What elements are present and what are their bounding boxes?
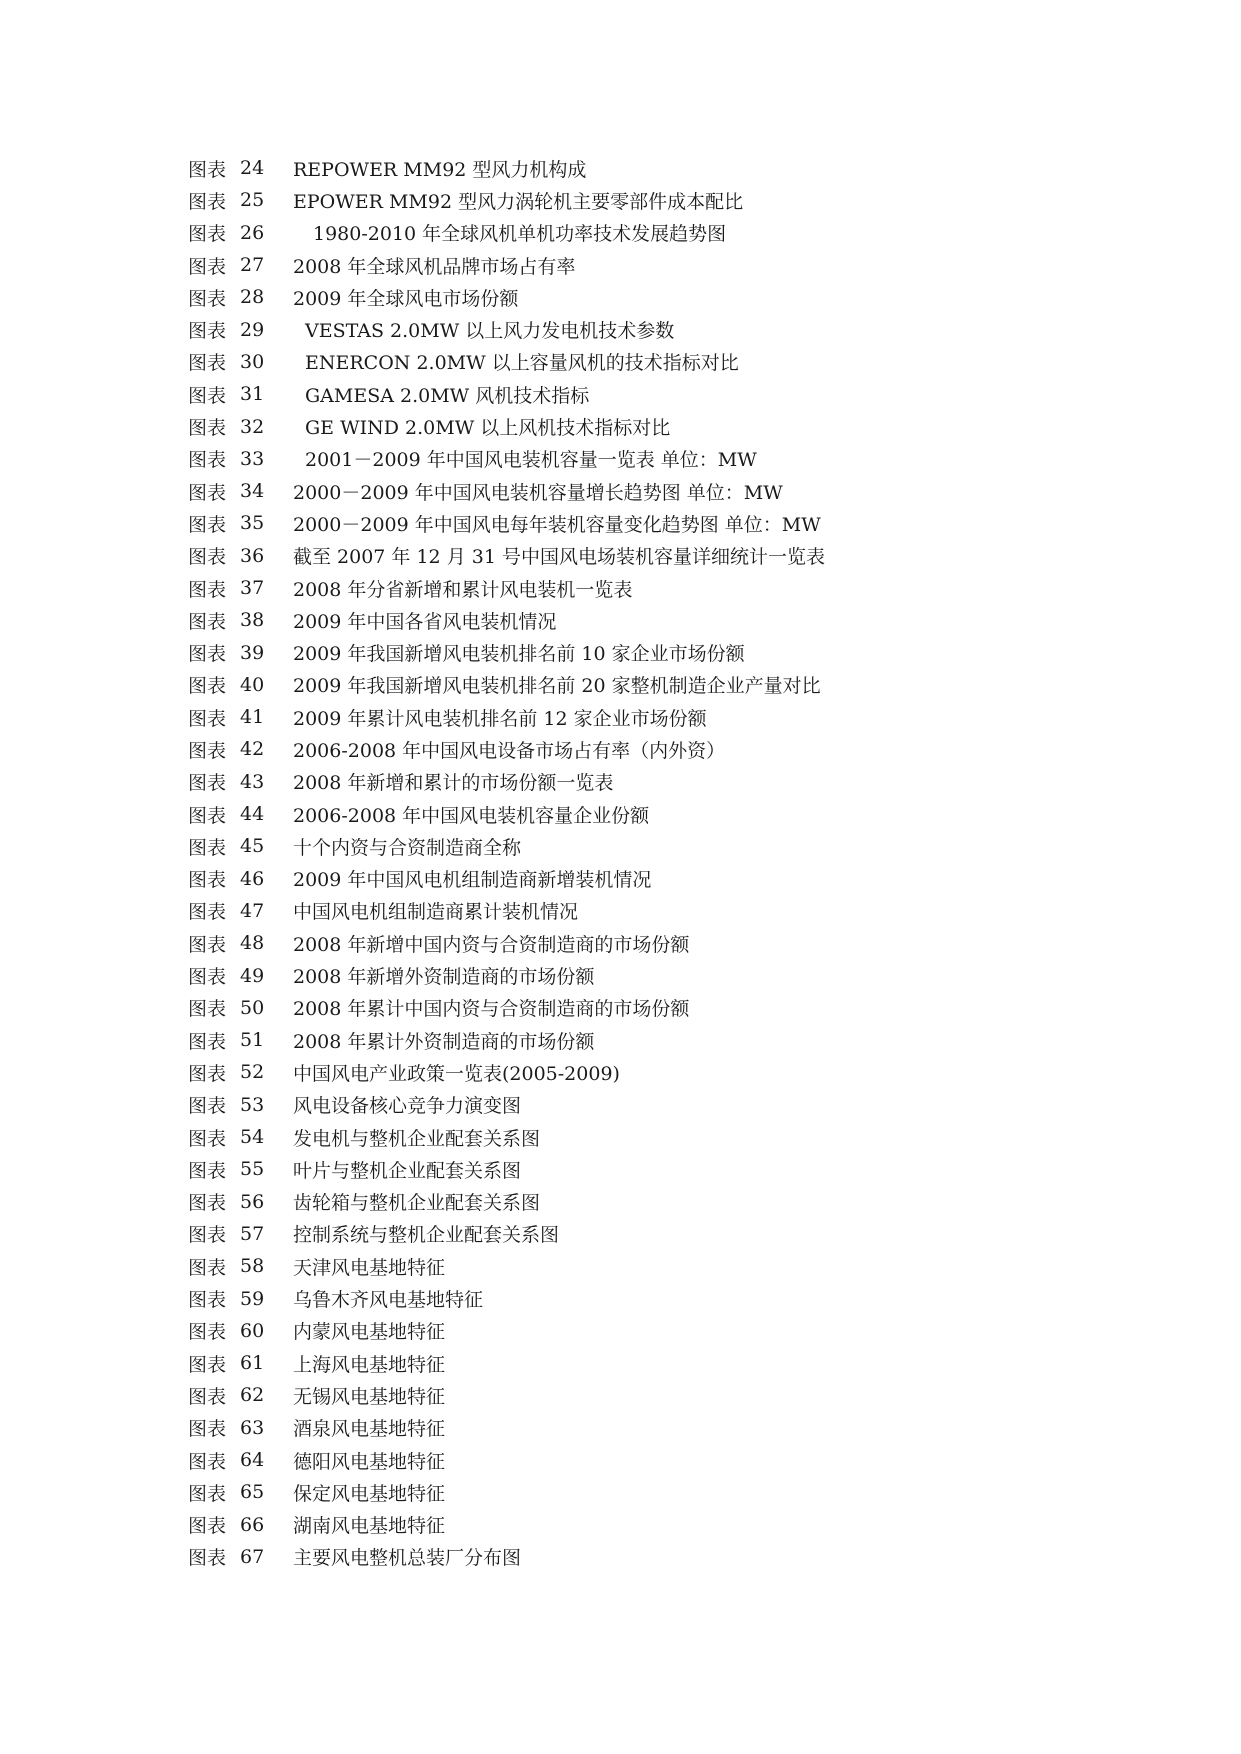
figure-title: EPOWER MM92 型风力涡轮机主要零部件成本配比 (293, 190, 744, 213)
list-item (188, 184, 1188, 216)
list-item (188, 1315, 1188, 1347)
figure-label: 图表 (188, 1224, 227, 1247)
figure-number: 49 (240, 964, 265, 987)
figure-number: 32 (240, 415, 265, 438)
figure-label: 图表 (188, 610, 227, 633)
figure-title: 天津风电基地特征 (293, 1256, 446, 1279)
figure-title: 内蒙风电基地特征 (293, 1321, 446, 1344)
figure-number: 61 (240, 1352, 265, 1375)
figure-title: 无锡风电基地特征 (293, 1385, 446, 1408)
figure-title: 2009 年中国风电机组制造商新增装机情况 (293, 869, 652, 892)
figure-label: 图表 (188, 1515, 227, 1538)
figure-label: 图表 (188, 1127, 227, 1150)
list-item (188, 992, 1188, 1024)
list-item (188, 410, 1188, 442)
figure-label: 图表 (188, 643, 227, 666)
figure-title: 德阳风电基地特征 (293, 1450, 446, 1473)
figure-label: 图表 (188, 449, 227, 472)
figure-title: 2008 年新增外资制造商的市场份额 (293, 966, 595, 989)
figure-label: 图表 (188, 384, 227, 407)
figure-label: 图表 (188, 1062, 227, 1085)
figure-label: 图表 (188, 836, 227, 859)
figure-label: 图表 (188, 1385, 227, 1408)
figure-number: 56 (240, 1190, 265, 1213)
figure-title: 主要风电整机总装厂分布图 (293, 1547, 522, 1570)
figure-label: 图表 (188, 481, 227, 504)
figure-title: 2001－2009 年中国风电装机容量一览表 单位：MW (305, 449, 757, 472)
list-item (188, 636, 1188, 668)
figure-number: 57 (240, 1222, 265, 1245)
figure-title: 2009 年我国新增风电装机排名前 10 家企业市场份额 (293, 643, 745, 666)
figure-label: 图表 (188, 998, 227, 1021)
figure-label: 图表 (188, 966, 227, 989)
figure-label: 图表 (188, 158, 227, 181)
figure-title: 2006-2008 年中国风电装机容量企业份额 (293, 804, 650, 827)
figure-label: 图表 (188, 772, 227, 795)
figure-title: 湖南风电基地特征 (293, 1515, 446, 1538)
figure-number: 35 (240, 512, 265, 535)
figure-label: 图表 (188, 1321, 227, 1344)
list-item (188, 1541, 1188, 1573)
figure-label: 图表 (188, 223, 227, 246)
figure-number: 25 (240, 189, 265, 212)
figure-title: 截至 2007 年 12 月 31 号中国风电场装机容量详细统计一览表 (293, 546, 825, 569)
figure-number: 33 (240, 447, 265, 470)
figure-label: 图表 (188, 869, 227, 892)
list-item (188, 313, 1188, 345)
figure-title: 2009 年全球风电市场份额 (293, 287, 519, 310)
figure-label: 图表 (188, 546, 227, 569)
list-item (188, 1089, 1188, 1121)
figure-number: 37 (240, 577, 265, 599)
figure-title: 2008 年分省新增和累计风电装机一览表 (293, 578, 633, 601)
figure-label: 图表 (188, 190, 227, 213)
figure-title: 2006-2008 年中国风电设备市场占有率（内外资） (293, 739, 726, 762)
figure-number: 38 (240, 609, 265, 632)
list-item (188, 1476, 1188, 1508)
figure-label: 图表 (188, 1256, 227, 1279)
figure-number: 29 (240, 318, 265, 341)
list-item (188, 830, 1188, 862)
figure-title: REPOWER MM92 型风力机构成 (293, 158, 587, 181)
figure-number: 60 (240, 1319, 265, 1342)
figure-number: 34 (240, 480, 265, 503)
figure-number: 26 (240, 221, 265, 244)
figure-title: 乌鲁木齐风电基地特征 (293, 1289, 484, 1312)
figure-label: 图表 (188, 578, 227, 601)
list-item (188, 1024, 1188, 1056)
figure-number: 39 (240, 641, 265, 664)
list-item (188, 766, 1188, 798)
figure-label: 图表 (188, 320, 227, 343)
figure-title: 2008 年新增和累计的市场份额一览表 (293, 772, 614, 795)
list-item (188, 798, 1188, 830)
list-item (188, 249, 1188, 281)
figure-number: 62 (240, 1384, 265, 1407)
list-item (188, 895, 1188, 927)
figure-title: 2008 年新增中国内资与合资制造商的市场份额 (293, 933, 690, 956)
figure-number: 36 (240, 544, 265, 567)
figure-title: 中国风电产业政策一览表(2005-2009) (293, 1062, 620, 1085)
figure-label: 图表 (188, 1159, 227, 1182)
figure-number: 52 (240, 1061, 265, 1084)
list-item (188, 507, 1188, 539)
figure-number: 46 (240, 867, 265, 890)
figure-number: 30 (240, 350, 265, 373)
list-item (188, 443, 1188, 475)
figure-title: 2000－2009 年中国风电每年装机容量变化趋势图 单位：MW (293, 513, 821, 536)
figure-title: 发电机与整机企业配套关系图 (293, 1127, 541, 1150)
figure-number: 40 (240, 673, 265, 696)
figure-label: 图表 (188, 1289, 227, 1312)
figure-label: 图表 (188, 1095, 227, 1118)
figure-title: 2009 年中国各省风电装机情况 (293, 610, 557, 633)
figure-label: 图表 (188, 417, 227, 440)
figure-number: 45 (240, 835, 265, 858)
figure-number: 63 (240, 1416, 265, 1439)
figure-title: GAMESA 2.0MW 风机技术指标 (305, 384, 590, 407)
figure-label: 图表 (188, 255, 227, 278)
list-item (188, 540, 1188, 572)
list-item (188, 475, 1188, 507)
list-item (188, 1412, 1188, 1444)
list-item (188, 1153, 1188, 1185)
figure-label: 图表 (188, 1450, 227, 1473)
figure-label: 图表 (188, 1030, 227, 1053)
figure-label: 图表 (188, 675, 227, 698)
figure-title: 1980-2010 年全球风机单机功率技术发展趋势图 (313, 223, 727, 246)
figure-label: 图表 (188, 1192, 227, 1215)
figure-label: 图表 (188, 739, 227, 762)
figure-number: 42 (240, 738, 265, 761)
list-item (188, 1218, 1188, 1250)
list-item (188, 572, 1188, 604)
list-item (188, 346, 1188, 378)
figure-number: 27 (240, 254, 265, 277)
figure-number: 44 (240, 803, 265, 826)
figure-number: 54 (240, 1126, 265, 1149)
figure-title: 风电设备核心竞争力演变图 (293, 1095, 522, 1118)
list-item (188, 604, 1188, 636)
list-item (188, 863, 1188, 895)
figure-number: 64 (240, 1449, 265, 1472)
list-item (188, 1056, 1188, 1088)
figure-number: 47 (240, 899, 265, 922)
figure-title: 控制系统与整机企业配套关系图 (293, 1224, 560, 1247)
figure-label: 图表 (188, 1482, 227, 1505)
figure-title: 酒泉风电基地特征 (293, 1418, 446, 1441)
figure-title: ENERCON 2.0MW 以上容量风机的技术指标对比 (305, 352, 739, 375)
figure-number: 31 (240, 383, 265, 406)
figure-label: 图表 (188, 1418, 227, 1441)
figure-number: 66 (240, 1513, 265, 1536)
list-item (188, 927, 1188, 959)
list-item (188, 1282, 1188, 1314)
figure-title: 2000－2009 年中国风电装机容量增长趋势图 单位：MW (293, 481, 783, 504)
figure-number: 53 (240, 1093, 265, 1116)
list-item (188, 669, 1188, 701)
figure-label: 图表 (188, 513, 227, 536)
figure-label: 图表 (188, 933, 227, 956)
figure-label: 图表 (188, 804, 227, 827)
figure-number: 51 (240, 1029, 265, 1052)
figure-number: 41 (240, 706, 265, 729)
figure-title: 2009 年累计风电装机排名前 12 家企业市场份额 (293, 707, 707, 730)
figure-label: 图表 (188, 1353, 227, 1376)
figure-label: 图表 (188, 287, 227, 310)
figure-number: 24 (240, 157, 265, 180)
list-item (188, 1508, 1188, 1540)
figure-title: 齿轮箱与整机企业配套关系图 (293, 1192, 541, 1215)
list-item (188, 152, 1188, 184)
list-item (188, 1347, 1188, 1379)
list-item (188, 1121, 1188, 1153)
figure-title: 2008 年累计中国内资与合资制造商的市场份额 (293, 998, 690, 1021)
list-item (188, 1186, 1188, 1218)
list-item (188, 378, 1188, 410)
figure-number: 58 (240, 1255, 265, 1278)
figure-title: 十个内资与合资制造商全称 (293, 836, 522, 859)
figure-number: 59 (240, 1287, 265, 1310)
figure-number: 48 (240, 932, 265, 955)
figure-title: VESTAS 2.0MW 以上风力发电机技术参数 (305, 320, 675, 343)
figure-number: 65 (240, 1481, 265, 1504)
list-item (188, 701, 1188, 733)
figure-list (188, 152, 1188, 1573)
figure-number: 67 (240, 1545, 265, 1568)
figure-title: GE WIND 2.0MW 以上风机技术指标对比 (305, 417, 671, 440)
figure-title: 2008 年累计外资制造商的市场份额 (293, 1030, 595, 1053)
figure-label: 图表 (188, 352, 227, 375)
figure-title: 上海风电基地特征 (293, 1353, 446, 1376)
figure-number: 50 (240, 996, 265, 1019)
figure-number: 43 (240, 770, 265, 793)
figure-title: 保定风电基地特征 (293, 1482, 446, 1505)
figure-label: 图表 (188, 901, 227, 924)
figure-label: 图表 (188, 707, 227, 730)
list-item (188, 1379, 1188, 1411)
figure-label: 图表 (188, 1547, 227, 1570)
figure-title: 叶片与整机企业配套关系图 (293, 1159, 522, 1182)
list-item (188, 281, 1188, 313)
figure-title: 2008 年全球风机品牌市场占有率 (293, 255, 576, 278)
figure-title: 2009 年我国新增风电装机排名前 20 家整机制造企业产量对比 (293, 675, 821, 698)
list-item (188, 1444, 1188, 1476)
list-item (188, 217, 1188, 249)
figure-number: 28 (240, 286, 265, 309)
list-item (188, 733, 1188, 765)
list-item (188, 1250, 1188, 1282)
figure-title: 中国风电机组制造商累计装机情况 (293, 901, 579, 924)
figure-number: 55 (240, 1158, 265, 1181)
list-item (188, 959, 1188, 991)
